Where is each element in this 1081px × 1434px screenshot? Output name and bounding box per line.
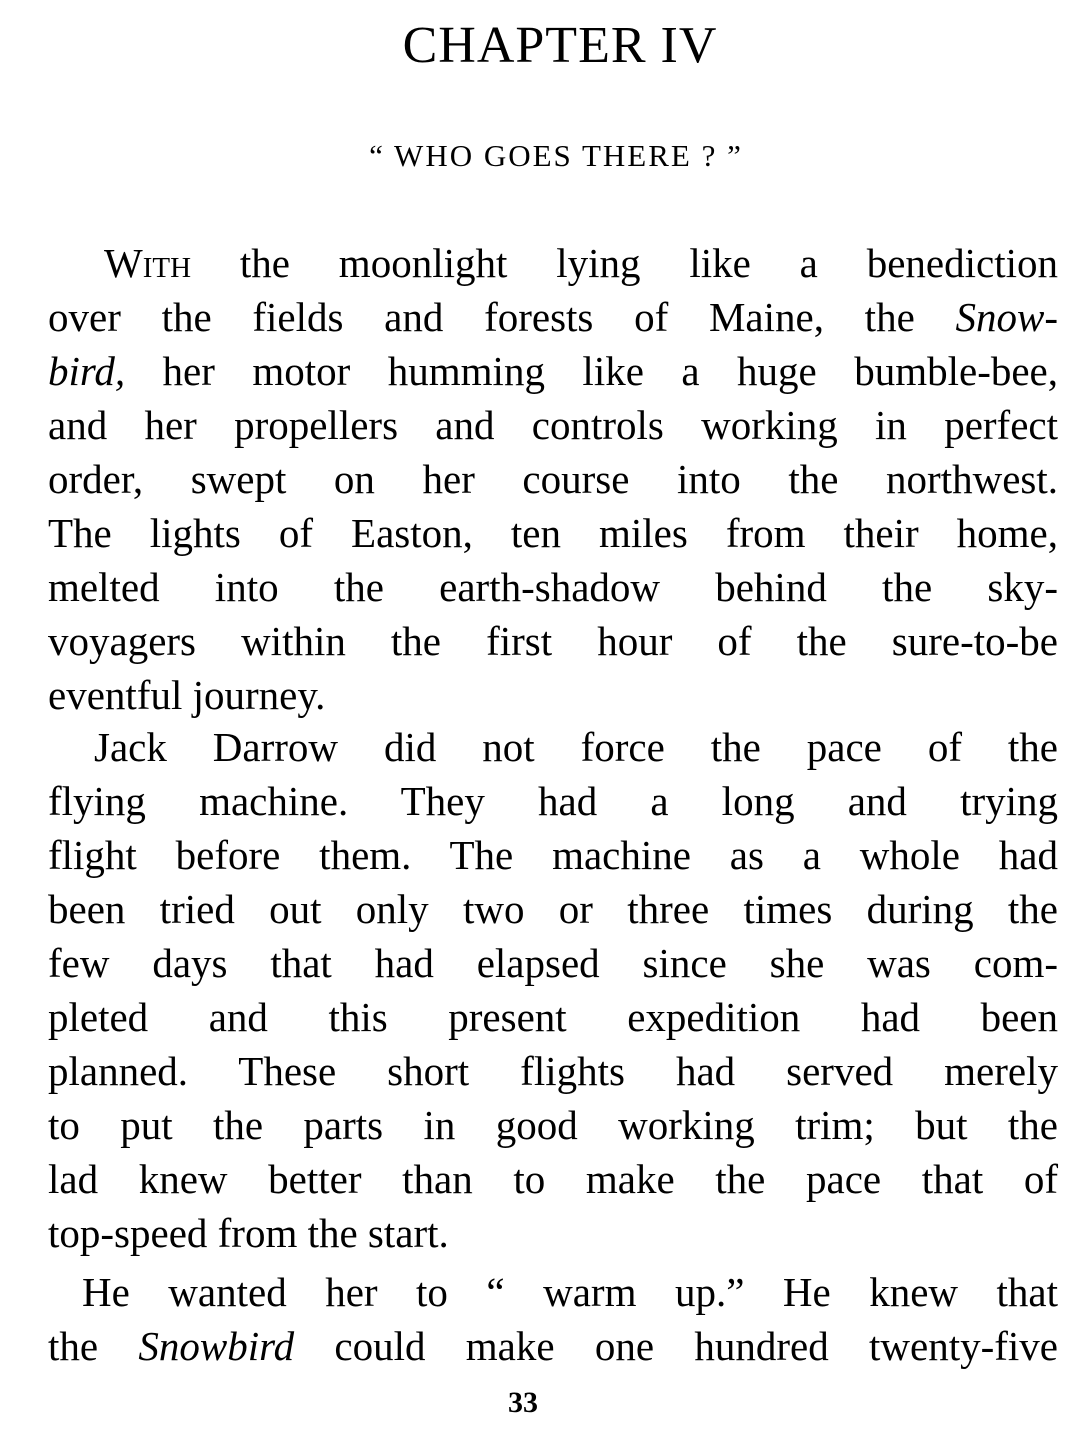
- text-line: bird, her motor humming like a huge bumble-bee,: [48, 348, 1058, 394]
- chapter-title: CHAPTER IV: [402, 17, 718, 74]
- italic-word: Snow-: [955, 294, 1058, 340]
- text-line: and her propellers and controls working in perfect: [48, 402, 1058, 448]
- text-line: pleted and this present expedition had been: [48, 994, 1058, 1040]
- text-line: With the moonlight lying like a benediction: [104, 240, 1058, 286]
- page-number: 33: [508, 1386, 538, 1419]
- text-line: top-speed from the start.: [48, 1210, 449, 1256]
- text-line: over the fields and forests of Maine, the Snow-: [48, 294, 1058, 340]
- text-line: voyagers within the first hour of the sure-to-be: [48, 618, 1058, 664]
- chapter-subtitle: “ WHO GOES THERE ? ”: [369, 138, 743, 173]
- text-line: He wanted her to “ warm up.” He knew that: [82, 1269, 1058, 1315]
- text-line: eventful journey.: [48, 672, 326, 718]
- paragraph-2: [48, 720, 1058, 1260]
- text-line: The lights of Easton, ten miles from their home,: [48, 510, 1058, 556]
- italic-word: bird,: [48, 348, 126, 394]
- paragraph-1: [48, 236, 1058, 722]
- text-line: Jack Darrow did not force the pace of the: [94, 724, 1058, 770]
- italic-word: Snowbird: [138, 1323, 295, 1369]
- text-line: flight before them. The machine as a whole had: [48, 832, 1058, 878]
- text-line: few days that had elapsed since she was com-: [48, 940, 1058, 986]
- text-line: lad knew better than to make the pace that of: [48, 1156, 1058, 1202]
- text-line: melted into the earth-shadow behind the sky-: [48, 564, 1058, 610]
- text-line: planned. These short flights had served merely: [48, 1048, 1058, 1094]
- text-line: been tried out only two or three times during the: [48, 886, 1058, 932]
- text-line: the Snowbird could make one hundred twenty-five: [48, 1323, 1058, 1369]
- drop-word: With: [104, 240, 192, 286]
- text-line: to put the parts in good working trim; but the: [48, 1102, 1058, 1148]
- text-line: flying machine. They had a long and trying: [48, 778, 1058, 824]
- text-line: order, swept on her course into the northwest.: [48, 456, 1058, 502]
- paragraph-3: [48, 1265, 1058, 1373]
